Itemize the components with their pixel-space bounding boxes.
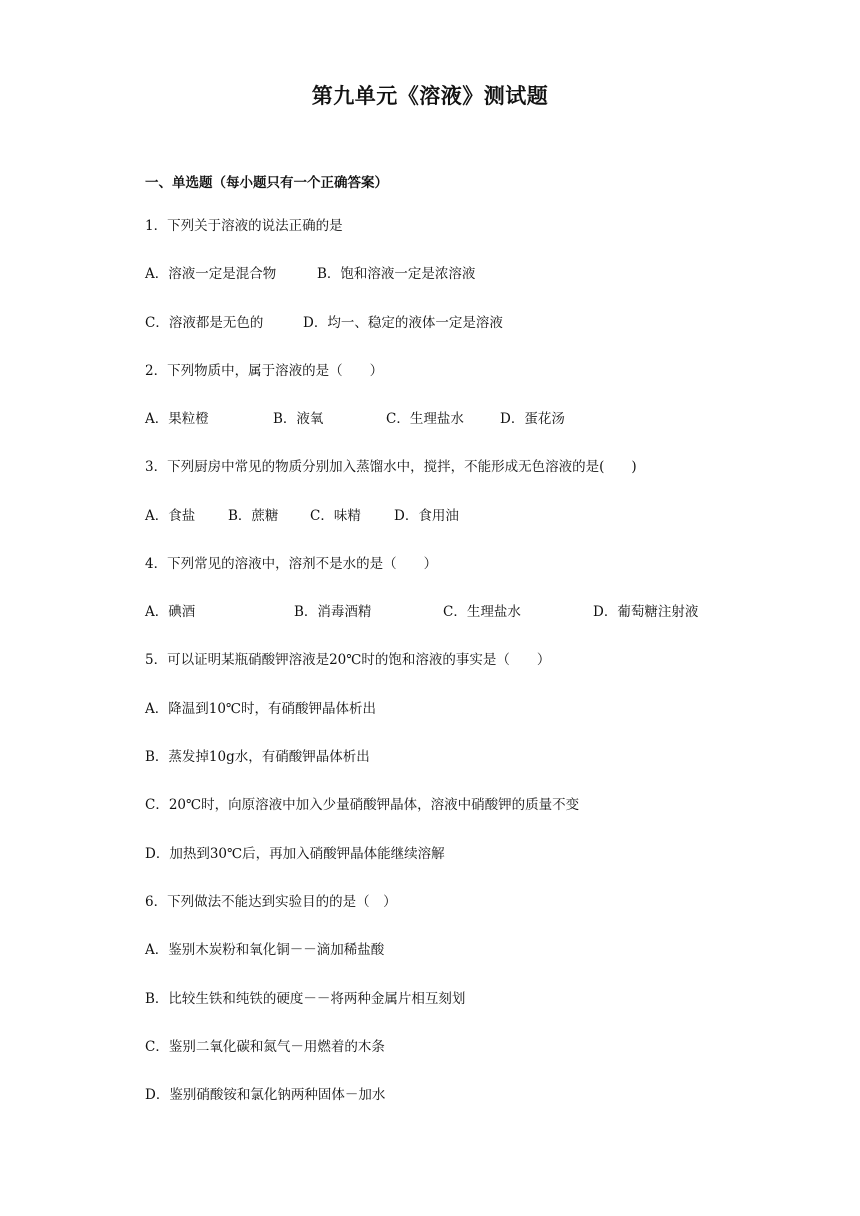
question-1-option-b: B．饱和溶液一定是浓溶液 <box>317 266 476 282</box>
question-6-option-a: A．鉴别木炭粉和氧化铜－－滴加稀盐酸 <box>145 942 385 958</box>
question-2-option-c: C．生理盐水 <box>386 411 464 427</box>
question-1-stem: 1．下列关于溶液的说法正确的是 <box>145 218 343 234</box>
question-2-option-d: D．蛋花汤 <box>500 411 565 427</box>
question-2-option-b: B．液氧 <box>273 411 324 427</box>
question-5-option-c: C．20℃时，向原溶液中加入少量硝酸钾晶体，溶液中硝酸钾的质量不变 <box>145 797 580 813</box>
question-2-option-a: A．果粒橙 <box>145 411 209 427</box>
question-4-option-d: D．葡萄糖注射液 <box>593 604 699 620</box>
question-5-option-d: D．加热到30℃后，再加入硝酸钾晶体能继续溶解 <box>145 846 445 862</box>
question-3-option-a: A．食盐 <box>145 508 196 524</box>
question-6-option-b: B．比较生铁和纯铁的硬度－－将两种金属片相互刻划 <box>145 991 466 1007</box>
question-5-stem: 5．可以证明某瓶硝酸钾溶液是20℃时的饱和溶液的事实是（ ） <box>145 652 551 668</box>
question-4-option-b: B．消毒酒精 <box>294 604 372 620</box>
question-4-option-c: C．生理盐水 <box>443 604 521 620</box>
section-heading: 一、单选题（每小题只有一个正确答案） <box>145 175 388 191</box>
question-4-stem: 4．下列常见的溶液中，溶剂不是水的是（ ） <box>145 556 438 572</box>
question-3-option-b: B．蔗糖 <box>228 508 279 524</box>
question-6-option-c: C．鉴别二氧化碳和氮气－用燃着的木条 <box>145 1039 385 1055</box>
page-title: 第九单元《溶液》测试题 <box>311 84 549 108</box>
question-5-option-b: B．蒸发掉10g水，有硝酸钾晶体析出 <box>145 749 370 765</box>
question-1-option-c: C．溶液都是无色的 <box>145 315 264 331</box>
question-6-option-d: D．鉴别硝酸铵和氯化钠两种固体－加水 <box>145 1087 386 1103</box>
question-3-option-c: C．味精 <box>310 508 361 524</box>
question-1-option-d: D．均一、稳定的液体一定是溶液 <box>303 315 503 331</box>
question-2-stem: 2．下列物质中，属于溶液的是（ ） <box>145 363 384 379</box>
question-3-stem: 3．下列厨房中常见的物质分别加入蒸馏水中，搅拌，不能形成无色溶液的是( ) <box>145 459 637 475</box>
question-5-option-a: A．降温到10℃时，有硝酸钾晶体析出 <box>145 701 377 717</box>
question-1-option-a: A．溶液一定是混合物 <box>145 266 277 282</box>
question-3-option-d: D．食用油 <box>394 508 459 524</box>
question-6-stem: 6．下列做法不能达到实验目的的是（ ） <box>145 894 397 910</box>
question-4-option-a: A．碘酒 <box>145 604 196 620</box>
